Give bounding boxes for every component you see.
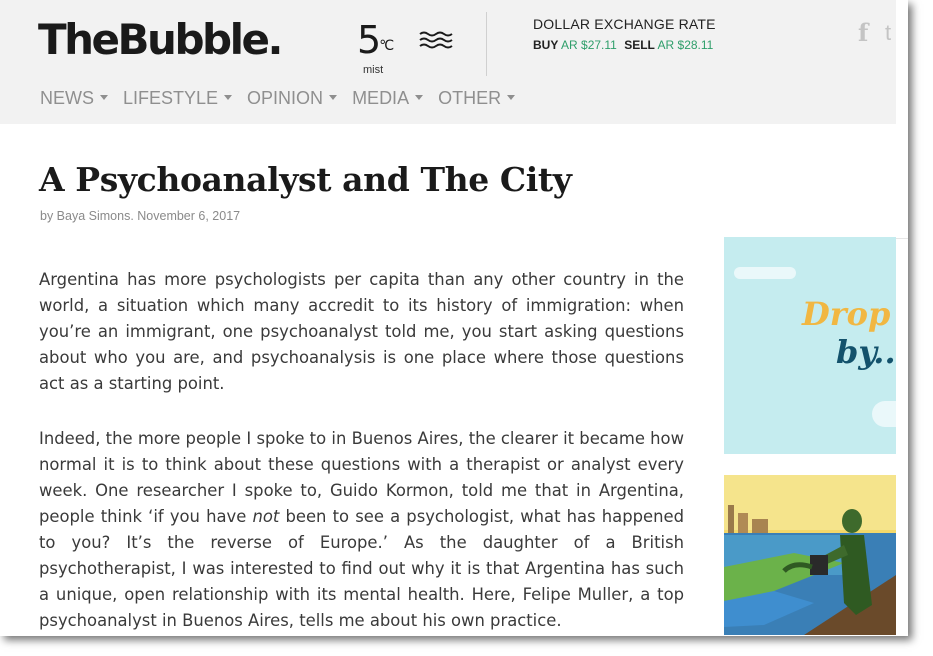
buy-label: BUY xyxy=(533,38,559,52)
nav-item-label: OTHER xyxy=(438,88,502,108)
nav-item-opinion[interactable] xyxy=(247,88,337,109)
nav-item-news[interactable] xyxy=(40,88,108,109)
nav-item-media[interactable] xyxy=(352,88,423,109)
caret-down-icon xyxy=(507,95,515,100)
nav-item-label: OPINION xyxy=(247,88,324,108)
article-byline: by Baya Simons. November 6, 2017 xyxy=(40,209,241,223)
nav-item-lifestyle[interactable] xyxy=(123,88,232,109)
mist-waves-icon xyxy=(419,30,453,52)
article-title: A Psychoanalyst and The City xyxy=(39,160,572,199)
weather-temperature xyxy=(357,16,392,64)
exchange-rate-title: DOLLAR EXCHANGE RATE xyxy=(533,16,716,32)
sell-label: SELL xyxy=(624,38,655,52)
main-nav xyxy=(40,88,515,109)
header-divider xyxy=(486,12,487,76)
nav-item-label: NEWS xyxy=(40,88,94,108)
weather-temp-value: 5 xyxy=(357,18,380,62)
cloud-shape xyxy=(734,267,796,279)
emphasis-text: not xyxy=(252,507,280,526)
cloud-shape xyxy=(872,401,896,427)
site-header xyxy=(0,0,896,124)
sidebar-ad-banner[interactable] xyxy=(724,237,896,454)
exchange-rate-values xyxy=(533,38,717,52)
paragraph-text: been to see a psychologist, what has happened to you? It’s the reverse of Europe.’ As the daughter of a British psychotherapist, I was interested to find out why it is that Argentina has such a unique, open relationship with its mental health. Here, Felipe Muller, a top psychoanalyst in Buenos Aires, tells me about his own practice. xyxy=(39,507,684,630)
nav-item-label: LIFESTYLE xyxy=(123,88,219,108)
illustration-image xyxy=(724,475,896,635)
weather-temp-unit: °C xyxy=(379,38,392,54)
nav-item-label: MEDIA xyxy=(352,88,410,108)
weather-description: mist xyxy=(363,64,384,76)
caret-down-icon xyxy=(224,95,232,100)
caret-down-icon xyxy=(329,95,337,100)
ad-headline-line2: by.. xyxy=(836,333,896,371)
article-paragraph-2 xyxy=(39,426,684,634)
facebook-icon[interactable]: f xyxy=(858,18,869,47)
nav-item-other[interactable] xyxy=(438,88,515,109)
sell-value: AR $28.11 xyxy=(657,38,714,52)
sidebar-ad-illustration[interactable] xyxy=(724,475,896,635)
buy-value: AR $27.11 xyxy=(561,38,617,52)
article-paragraph-1: Argentina has more psychologists per capita than any other country in the world, a situation which many accredit to its history of immigration: when you’re an immigrant, one psychoanalyst told me, you start asking questions about who you are, and psychoanalysis is one place where those questions act as a starting point. xyxy=(39,270,684,393)
twitter-icon[interactable]: t xyxy=(885,20,892,45)
caret-down-icon xyxy=(415,95,423,100)
sidebar-divider xyxy=(896,238,908,239)
ad-headline-line1: Drop xyxy=(802,295,891,333)
caret-down-icon xyxy=(100,95,108,100)
site-logo[interactable]: TheBubble. xyxy=(38,15,281,64)
paragraph-text: Indeed, the more people I spoke to in Buenos Aires, the clearer it became how normal it is to think about these questions with a therapist or analyst every week. One researcher I spoke to, Guido Kormon, told me that in Argentina, people think ‘if you have xyxy=(39,429,684,526)
